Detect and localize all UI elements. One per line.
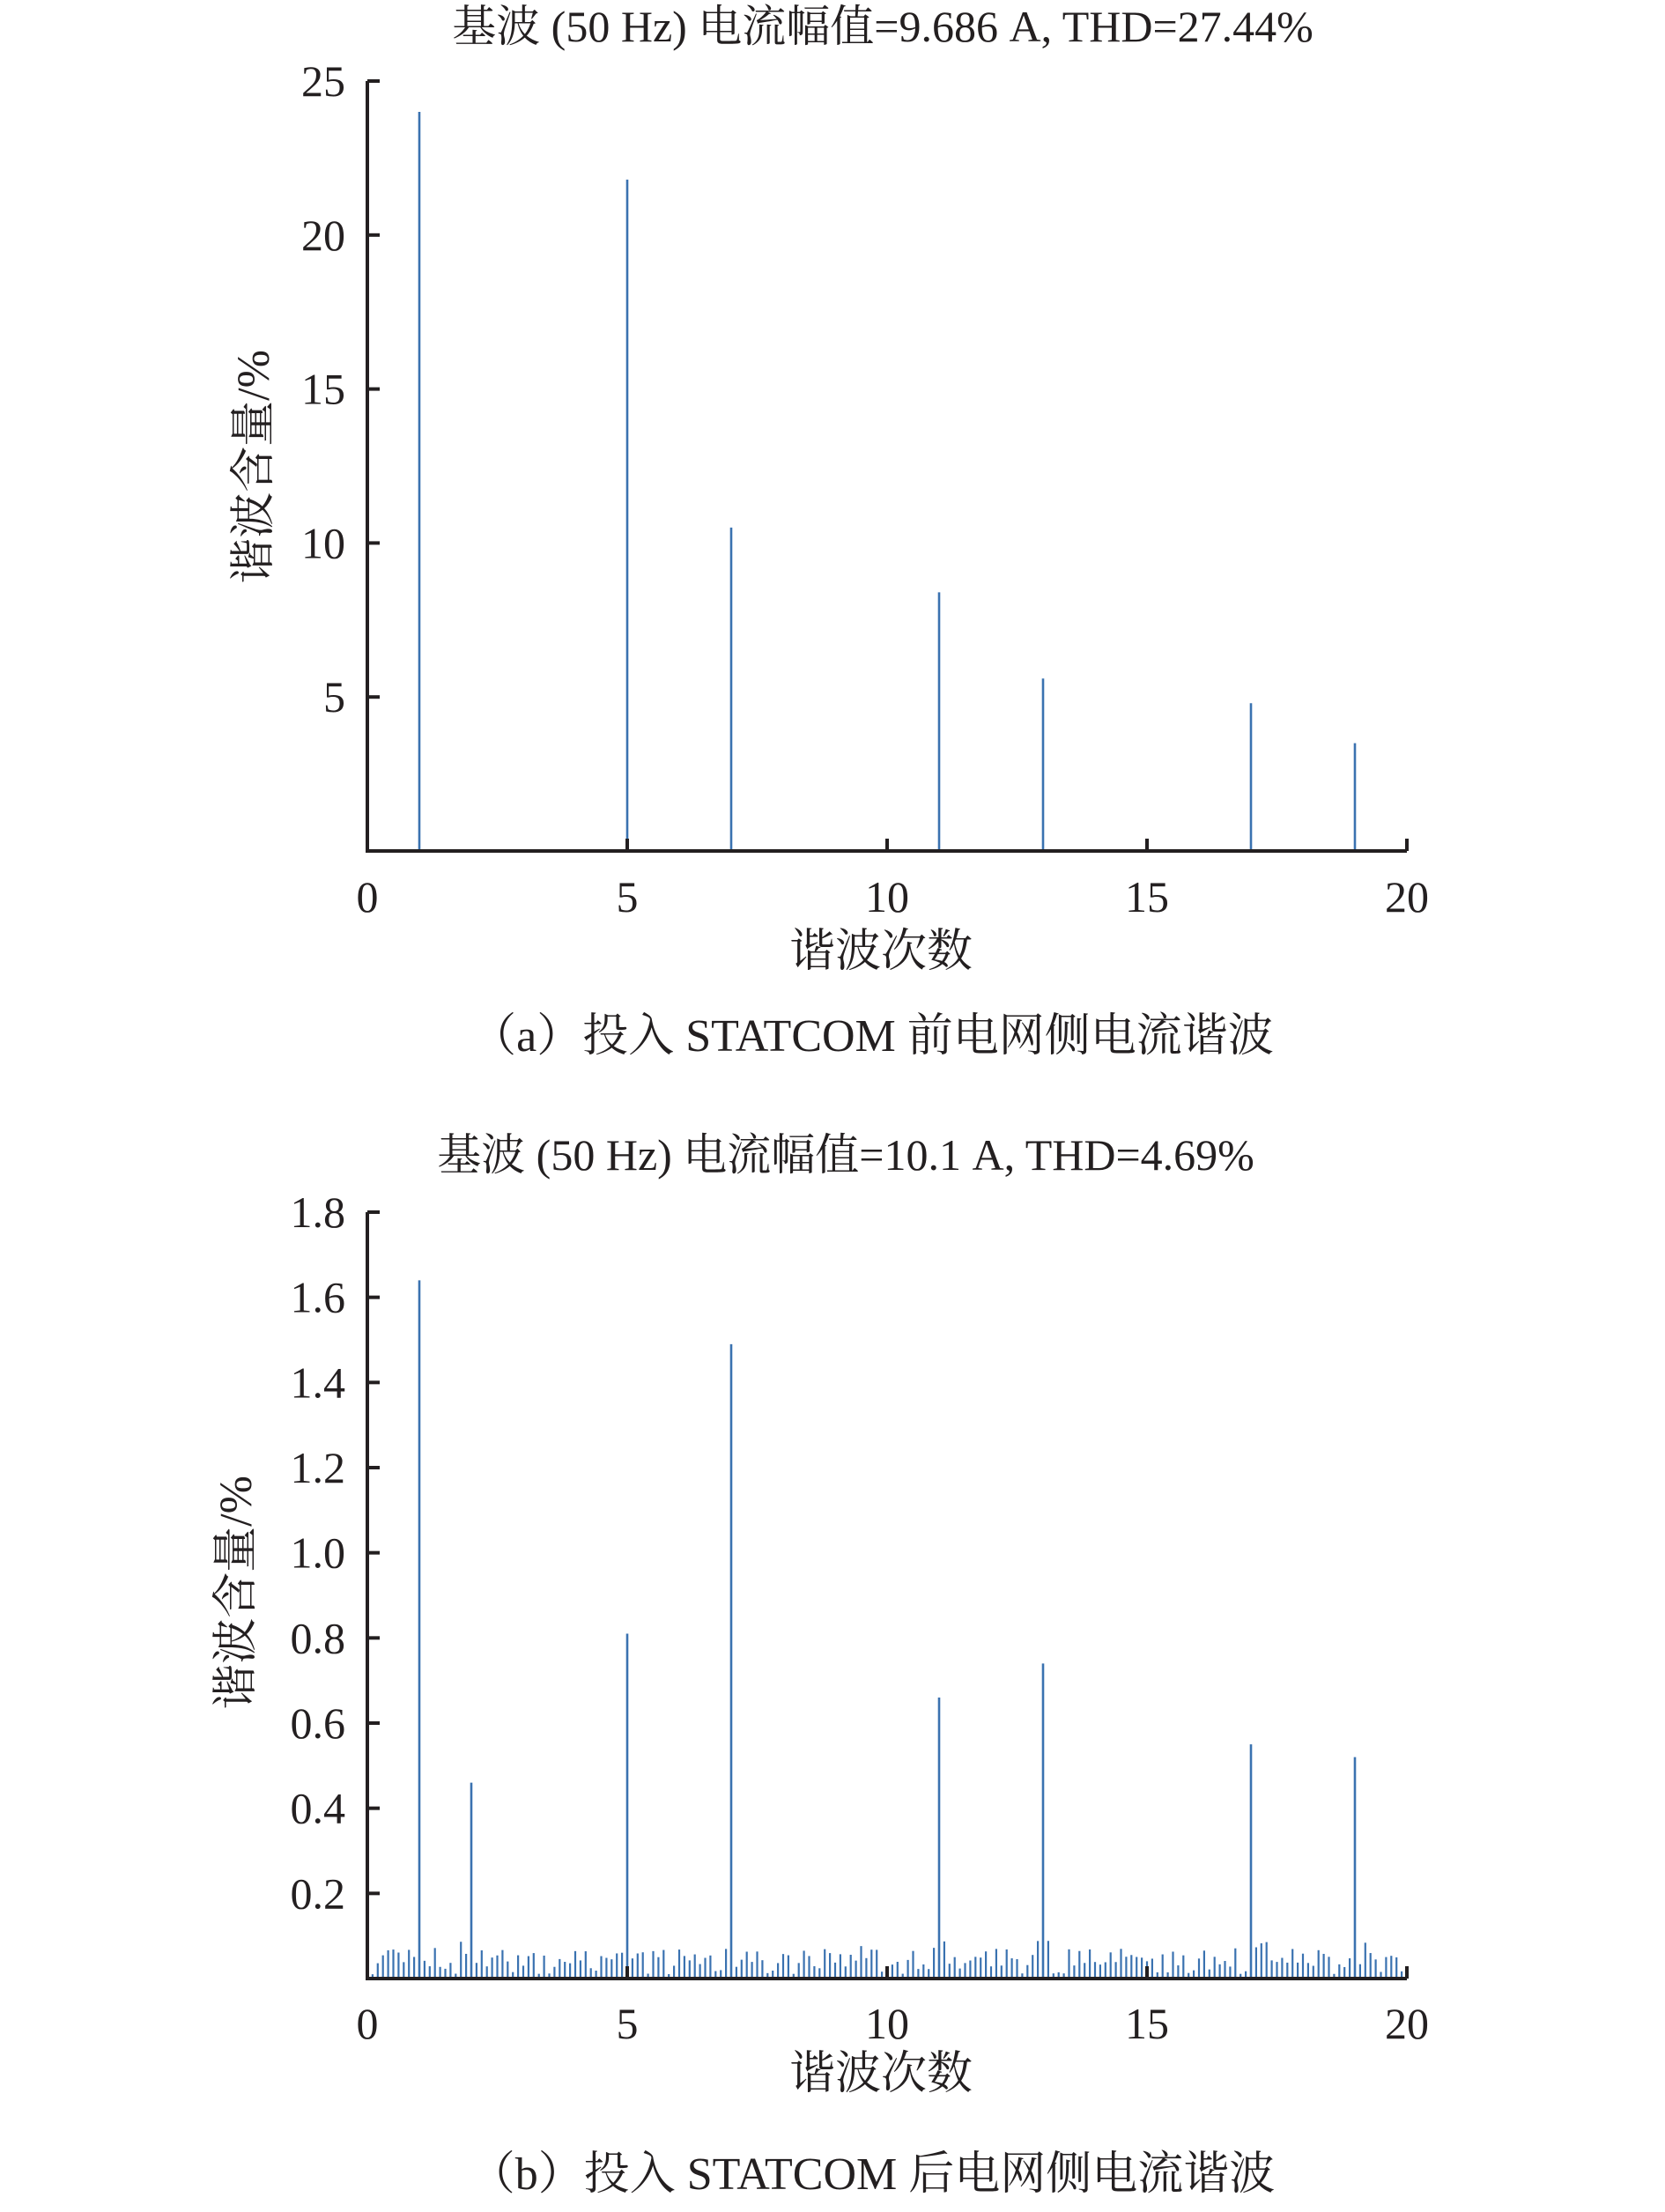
y-tick-label: 0.6: [290, 1698, 345, 1748]
y-tick-label: 1.8: [290, 1187, 345, 1237]
y-tick-label: 0.2: [290, 1868, 345, 1919]
x-tick-label: 15: [1125, 872, 1169, 921]
x-axis-label-b: 谐波次数: [788, 2049, 973, 2099]
y-tick-label: 1.2: [290, 1443, 345, 1492]
y-tick-label: 10: [301, 518, 345, 568]
chart-panel-a: [229, 2, 1429, 1062]
figure-caption-b: （b）投入 STATCOM 后电网侧电流谐波: [469, 2149, 1276, 2200]
y-tick-label: 0.8: [290, 1613, 345, 1663]
x-tick-label: 20: [1385, 1999, 1429, 2048]
plot-area-a: [301, 56, 1429, 921]
y-tick-label: 1.4: [290, 1358, 345, 1408]
x-tick-label: 5: [616, 872, 639, 921]
y-tick-label: 25: [301, 56, 345, 106]
y-tick-label: 1.0: [290, 1528, 345, 1578]
y-tick-label: 1.6: [290, 1272, 345, 1322]
x-tick-label: 20: [1385, 872, 1429, 921]
x-axis-label-a: 谐波次数: [788, 927, 973, 977]
x-tick-label: 0: [356, 1999, 379, 2048]
x-tick-label: 15: [1125, 1999, 1169, 2048]
y-tick-label: 0.4: [290, 1783, 345, 1833]
chart-title-a: 基波 (50 Hz) 电流幅值=9.686 A, THD=27.44%: [452, 2, 1314, 51]
y-tick-label: 5: [323, 672, 345, 722]
chart-title-b: 基波 (50 Hz) 电流幅值=10.1 A, THD=4.69%: [437, 1130, 1254, 1180]
x-tick-label: 10: [865, 872, 909, 921]
y-axis-label-a: 谐波含量/%: [229, 350, 279, 584]
y-tick-label: 15: [301, 364, 345, 414]
x-tick-label: 10: [865, 1999, 909, 2048]
x-tick-label: 0: [356, 872, 379, 921]
figure-caption-a: （a）投入 STATCOM 前电网侧电流谐波: [470, 1011, 1274, 1062]
y-axis-label-b: 谐波含量/%: [211, 1476, 262, 1710]
chart-panel-b: [211, 1130, 1429, 2200]
plot-area-b: [291, 1187, 1430, 2048]
y-tick-label: 20: [301, 210, 345, 260]
x-tick-label: 5: [616, 1999, 639, 2048]
